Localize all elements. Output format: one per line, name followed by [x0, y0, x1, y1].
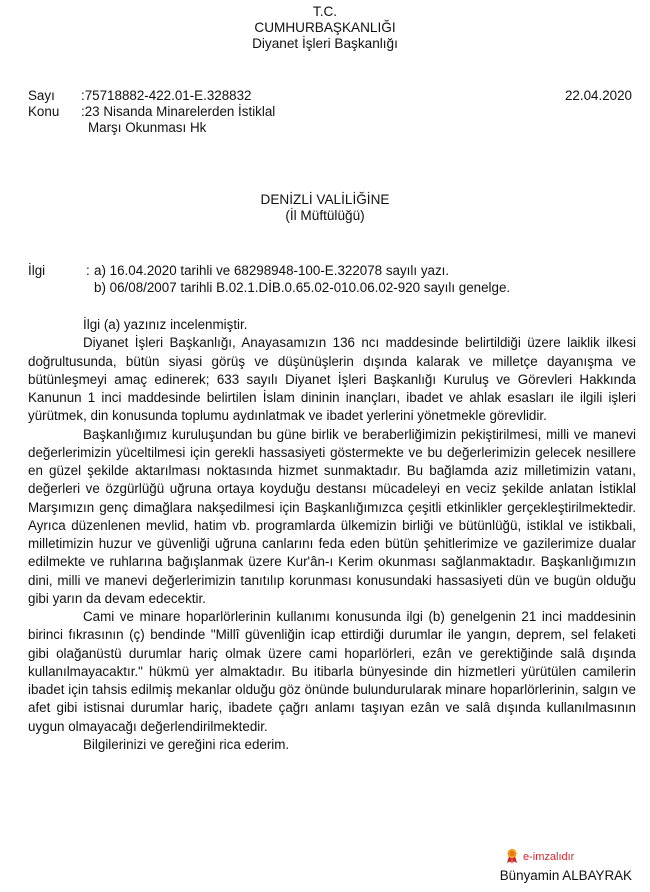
body-paragraph-4: Cami ve minare hoparlörlerinin kullanımı konusunda ilgi (b) genelgenin 21 inci maddesinin birinci fıkrasının (ç) bendinde "Millî güvenliğin icap ettirdiği durumlar ile yangın, deprem, sel felaketi gibi olağanüstü durumlar hariç olmak üzere cami hoparlörleri, ezân ve gerektiğinde salâ dışında kullanılmayacaktır." hükmü yer almaktadır. Bu itibarla bünyesinde din hizmetleri yürütülen camilerin ibadet için tahsis edilmiş mekanlar olduğu göz önünde bulundurularak minare hoparlörlerinin, salgın ve afet gibi istisnai durumlar hariç, ibadete çağrı anlamı taşıyan ezân ve salâ dışında kullanılmasının uygun olmayacağı değerlendirilmektedir. — [28, 609, 636, 734]
body-paragraph-5: Bilgilerinizi ve gereğini rica ederim. — [83, 736, 290, 752]
konu-label: Konu — [28, 104, 60, 119]
reference-item-b: b) 06/08/2007 tarihli B.02.1.DİB.0.65.02-010.06.02-920 sayılı genelge. — [94, 280, 511, 295]
body-paragraph-1: İlgi (a) yazınız incelenmiştir. — [83, 317, 248, 332]
sayi-value: :75718882-422.01-E.328832 — [81, 88, 252, 103]
body-paragraph-3: Başkanlığımız kuruluşundan bu güne birlik ve beraberliğimizin pekiştirilmesi, milli ve manevi değerlerimizin yüceltilmesi için gerekli hassasiyeti göstermekte ve bu değerlerimizin gelecek nesillere en güzel şekilde aktarılması noktasında hizmet sunmaktadır. Bu bağlamda aziz milletimizin vatanı, değerleri ve özgürlüğü uğruna ortaya koyduğu destansı mücadeleyi en veciz şekilde anlatan İstiklal Marşımızın genç dimağlara nakşedilmesi için Başkanlığımızca çeşitli etkinlikler gerçekleştirilmektedir. Ayrıca düzenlenen mevlid, hatim vb. programlarda ülkemizin birliği ve bütünlüğü, istiklal ve istikbali, milletimizin huzur ve güvenliği uğruna canlarını feda eden bütün şehitlerimize ve gazilerimize dualar edilmekte ve ruhlarına bağışlanmak üzere Kur'ân-ı Kerim okunması sağlanmaktadır. Başkanlığımızın dini, milli ve manevi değerlerimizin tanıtılıp korunması konusundaki hassasiyeti dün ve bugün olduğu gibi yarın da devam edecektir. — [28, 426, 636, 606]
letter-body — [28, 316, 636, 754]
addressee-block — [0, 192, 650, 224]
sayi-label: Sayı — [28, 88, 55, 103]
letterhead-department: Diyanet İşleri Başkanlığı — [252, 36, 398, 51]
document-date: 22.04.2020 — [564, 88, 632, 103]
ribbon-badge-icon — [506, 848, 518, 867]
addressee-subtitle: (İl Müftülüğü) — [285, 208, 365, 223]
reference-colon: : — [86, 263, 90, 278]
reference-label: İlgi — [28, 263, 46, 278]
addressee-title: DENİZLİ VALİLİĞİNE — [260, 192, 390, 207]
letterhead — [0, 4, 650, 52]
signer-name: Bünyamin ALBAYRAK — [499, 868, 632, 883]
reference-item-a: a) 16.04.2020 tarihli ve 68298948-100-E.322078 sayılı yazı. — [94, 263, 450, 278]
e-signature-stamp — [506, 849, 574, 865]
konu-value-line2: Marşı Okunması Hk — [88, 120, 207, 135]
e-signature-label: e-imzalıdır — [523, 851, 575, 863]
body-paragraph-2: Diyanet İşleri Başkanlığı, Anayasamızın 136 ncı maddesinde belirtildiği üzere laiklik ilkesi doğrultusunda, bütün siyasi görüş ve düşünüşlerin dışında kalarak ve milletçe dayanışma ve bütünleşmeyi amaç edinerek; 633 sayılı Diyanet İşleri Başkanlığı Kuruluş ve Görevleri Hakkında Kanunun 1 inci maddesinde belirtilen İslam dininin inançları, ibadet ve ahlak esasları ile ilgili işleri yürütmek, din konusunda toplumu aydınlatmak ve ibadet yerlerini yönetmekle görevlidir. — [28, 335, 636, 424]
letterhead-tc: T.C. — [312, 4, 338, 19]
konu-value-line1: :23 Nisanda Minarelerden İstiklal — [81, 104, 276, 119]
letterhead-institution: CUMHURBAŞKANLIĞI — [254, 20, 396, 35]
